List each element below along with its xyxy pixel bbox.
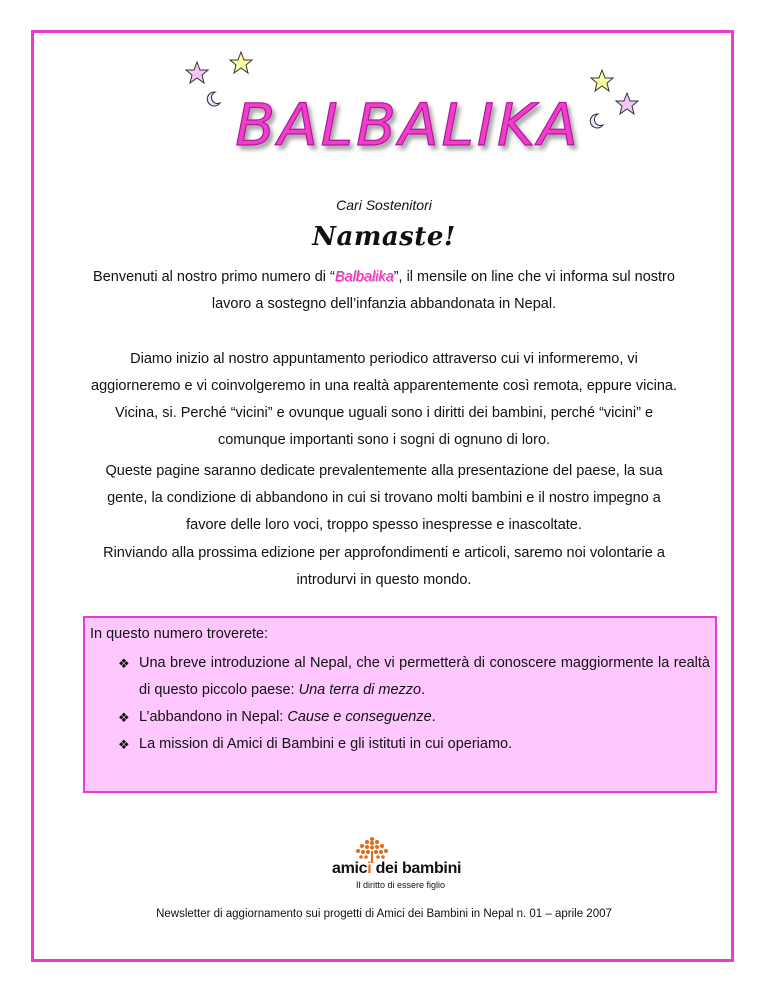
contents-box (83, 616, 717, 793)
diamond-bullet-icon: ❖ (118, 710, 130, 725)
logo-wordmark (332, 860, 461, 878)
contents-heading: In questo numero troverete: (90, 626, 269, 642)
salutation: Cari Sostenitori (336, 197, 432, 213)
list-item-text: Una breve introduzione al Nepal, che vi permetterà di conoscere maggiormente la realtà di questo piccolo paese: (139, 655, 710, 698)
list-item-text: La mission di Amici di Bambini e gli istituti in cui operiamo. (139, 736, 513, 752)
logo-word-amic: amic (332, 860, 368, 877)
logo-letter-i: i (367, 860, 372, 877)
list-item-suffix: . (421, 682, 426, 698)
newsletter-name: Balbalika (334, 269, 394, 285)
star-icon (186, 62, 208, 83)
masthead (178, 50, 648, 170)
masthead-art (178, 50, 648, 170)
greeting: Namaste! (312, 222, 456, 252)
star-icon (230, 52, 252, 73)
intro-paragraph (85, 264, 683, 318)
star-icon (591, 70, 613, 91)
paragraph-3: Rinviando alla prossima edizione per approfondimenti e articoli, saremo noi volontarie a introdurvi in questo mondo. (103, 545, 665, 588)
diamond-bullet-icon: ❖ (118, 656, 130, 671)
moon-icon (590, 114, 603, 128)
list-item-emphasis: Cause e conseguenze (287, 709, 432, 725)
list-item-emphasis: Una terra di mezzo (298, 682, 422, 698)
intro-after: ”, il mensile on line che vi informa sul nostro lavoro a sostegno dell’infanzia abbandonata in Nepal. (211, 269, 675, 312)
newsletter-footer: Newsletter di aggiornamento sui progetti di Amici dei Bambini in Nepal n. 01 – aprile 2007 (156, 908, 612, 920)
masthead-title: BALBALIKA (235, 91, 581, 159)
list-item (118, 650, 710, 704)
logo-word-dei-bambini: dei bambini (371, 860, 462, 877)
moon-icon (207, 92, 220, 106)
list-item (118, 704, 710, 731)
diamond-bullet-icon: ❖ (118, 737, 130, 752)
amici-dei-bambini-logo (332, 836, 462, 892)
logo-tagline: Il diritto di essere figlio (356, 880, 446, 890)
contents-list (118, 650, 710, 758)
list-item-suffix: . (431, 709, 436, 725)
star-icon (616, 93, 638, 114)
intro-before: Benvenuti al nostro primo numero di “ (93, 269, 335, 285)
list-item (118, 731, 710, 758)
paragraph-1: Diamo inizio al nostro appuntamento periodico attraverso cui vi informeremo, vi aggiorneremo e vi coinvolgeremo in una realtà apparentemente così remota, eppure vicina. Vicina, si. Perché “vicini” e ovunque uguali sono i diritti dei bambini, perché “vicini” e comunque importanti sono i sogni di ognuno di loro. (91, 351, 677, 448)
list-item-text: L’abbandono in Nepal: (139, 709, 288, 725)
paragraph-2: Queste pagine saranno dedicate prevalentemente alla presentazione del paese, la sua gente, la condizione di abbandono in cui si trovano molti bambini e il nostro impegno a favore delle loro voci, troppo spesso inespresse e inascoltate. (105, 463, 663, 533)
